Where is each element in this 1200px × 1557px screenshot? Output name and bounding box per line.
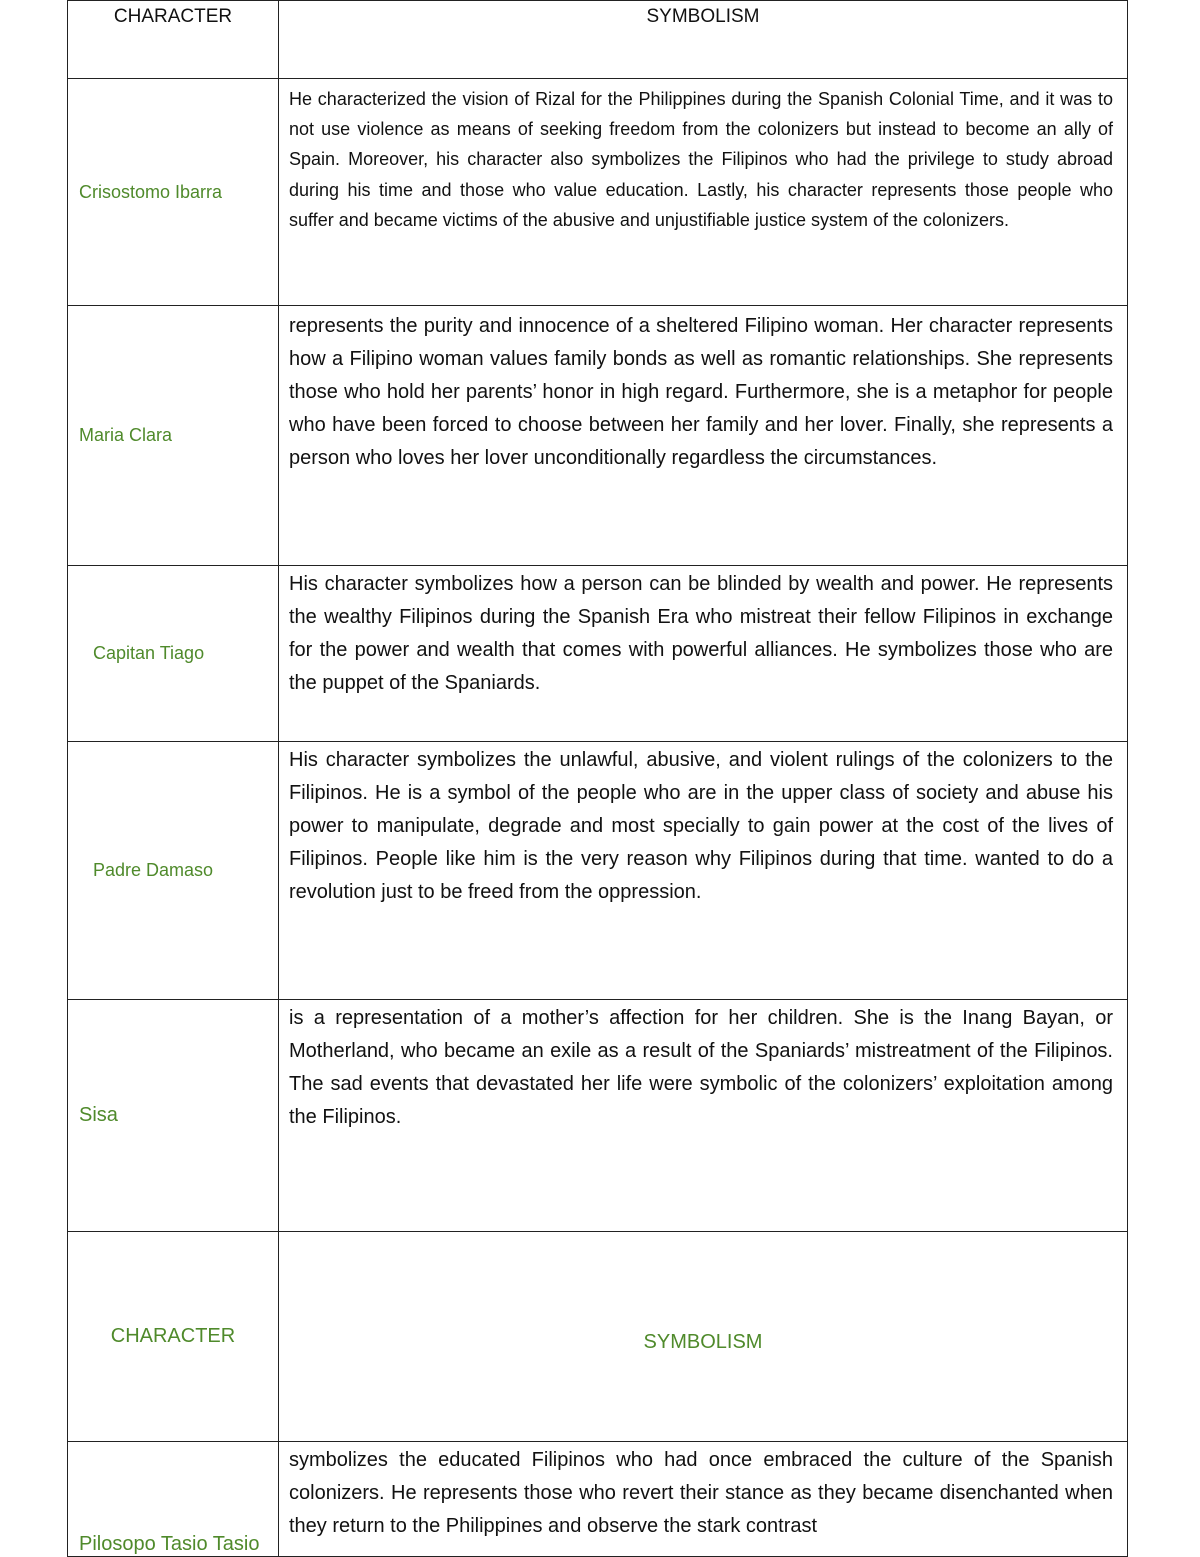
- character-name: Maria Clara: [68, 306, 279, 566]
- symbolism-text: His character symbolizes the unlawful, abusive, and violent rulings of the colonizers to the Filipinos. He is a symbol of the people who are in the upper class of society and abuse his power to manipulate, degrade and most specially to gain power at the cost of the lives of Filipinos. People like him is the very reason why Filipinos during that time. wanted to do a revolution just to be freed from the oppression.: [279, 742, 1128, 1000]
- character-name: Crisostomo Ibarra: [68, 79, 279, 306]
- character-name: Pilosopo Tasio Tasio: [68, 1442, 279, 1557]
- character-name: Sisa: [68, 1000, 279, 1232]
- symbolism-text: He characterized the vision of Rizal for the Philippines during the Spanish Colonial Time, and it was to not use violence as means of seeking freedom from the colonizers but instead to become an ally of Spain. Moreover, his character also symbolizes the Filipinos who had the privilege to study abroad during his time and those who value education. Lastly, his character represents those people who suffer and became victims of the abusive and unjustifiable justice system of the colonizers.: [279, 79, 1128, 306]
- table-header-row-repeat: [68, 1232, 1128, 1442]
- header-symbolism: SYMBOLISM: [279, 1, 1128, 79]
- table-row: [68, 566, 1128, 742]
- symbolism-text: symbolizes the educated Filipinos who had once embraced the culture of the Spanish colonizers. He represents those who revert their stance as they became disenchanted when they return to the Philippines and observe the stark contrast: [279, 1442, 1128, 1557]
- header-symbolism-repeat: SYMBOLISM: [279, 1232, 1128, 1442]
- table-row: [68, 1000, 1128, 1232]
- table-row: [68, 742, 1128, 1000]
- header-character-repeat: CHARACTER: [68, 1232, 279, 1442]
- character-name: Padre Damaso: [68, 742, 279, 1000]
- character-symbolism-table: [67, 0, 1128, 1557]
- table-row: [68, 306, 1128, 566]
- table-header-row: [68, 1, 1128, 79]
- symbolism-text: is a representation of a mother’s affection for her children. She is the Inang Bayan, or Motherland, who became an exile as a result of the Spaniards’ mistreatment of the Filipinos. The sad events that devastated her life were symbolic of the colonizers’ exploitation among the Filipinos.: [279, 1000, 1128, 1232]
- table-row: [68, 1442, 1128, 1557]
- character-name: Capitan Tiago: [68, 566, 279, 742]
- symbolism-text: represents the purity and innocence of a sheltered Filipino woman. Her character represents how a Filipino woman values family bonds as well as romantic relationships. She represents those who hold her parents’ honor in high regard. Furthermore, she is a metaphor for people who have been forced to choose between her family and her lover. Finally, she represents a person who loves her lover unconditionally regardless the circumstances.: [279, 306, 1128, 566]
- symbolism-text: His character symbolizes how a person can be blinded by wealth and power. He represents the wealthy Filipinos during the Spanish Era who mistreat their fellow Filipinos in exchange for the power and wealth that comes with powerful alliances. He symbolizes those who are the puppet of the Spaniards.: [279, 566, 1128, 742]
- header-character: CHARACTER: [68, 1, 279, 79]
- table-row: [68, 79, 1128, 306]
